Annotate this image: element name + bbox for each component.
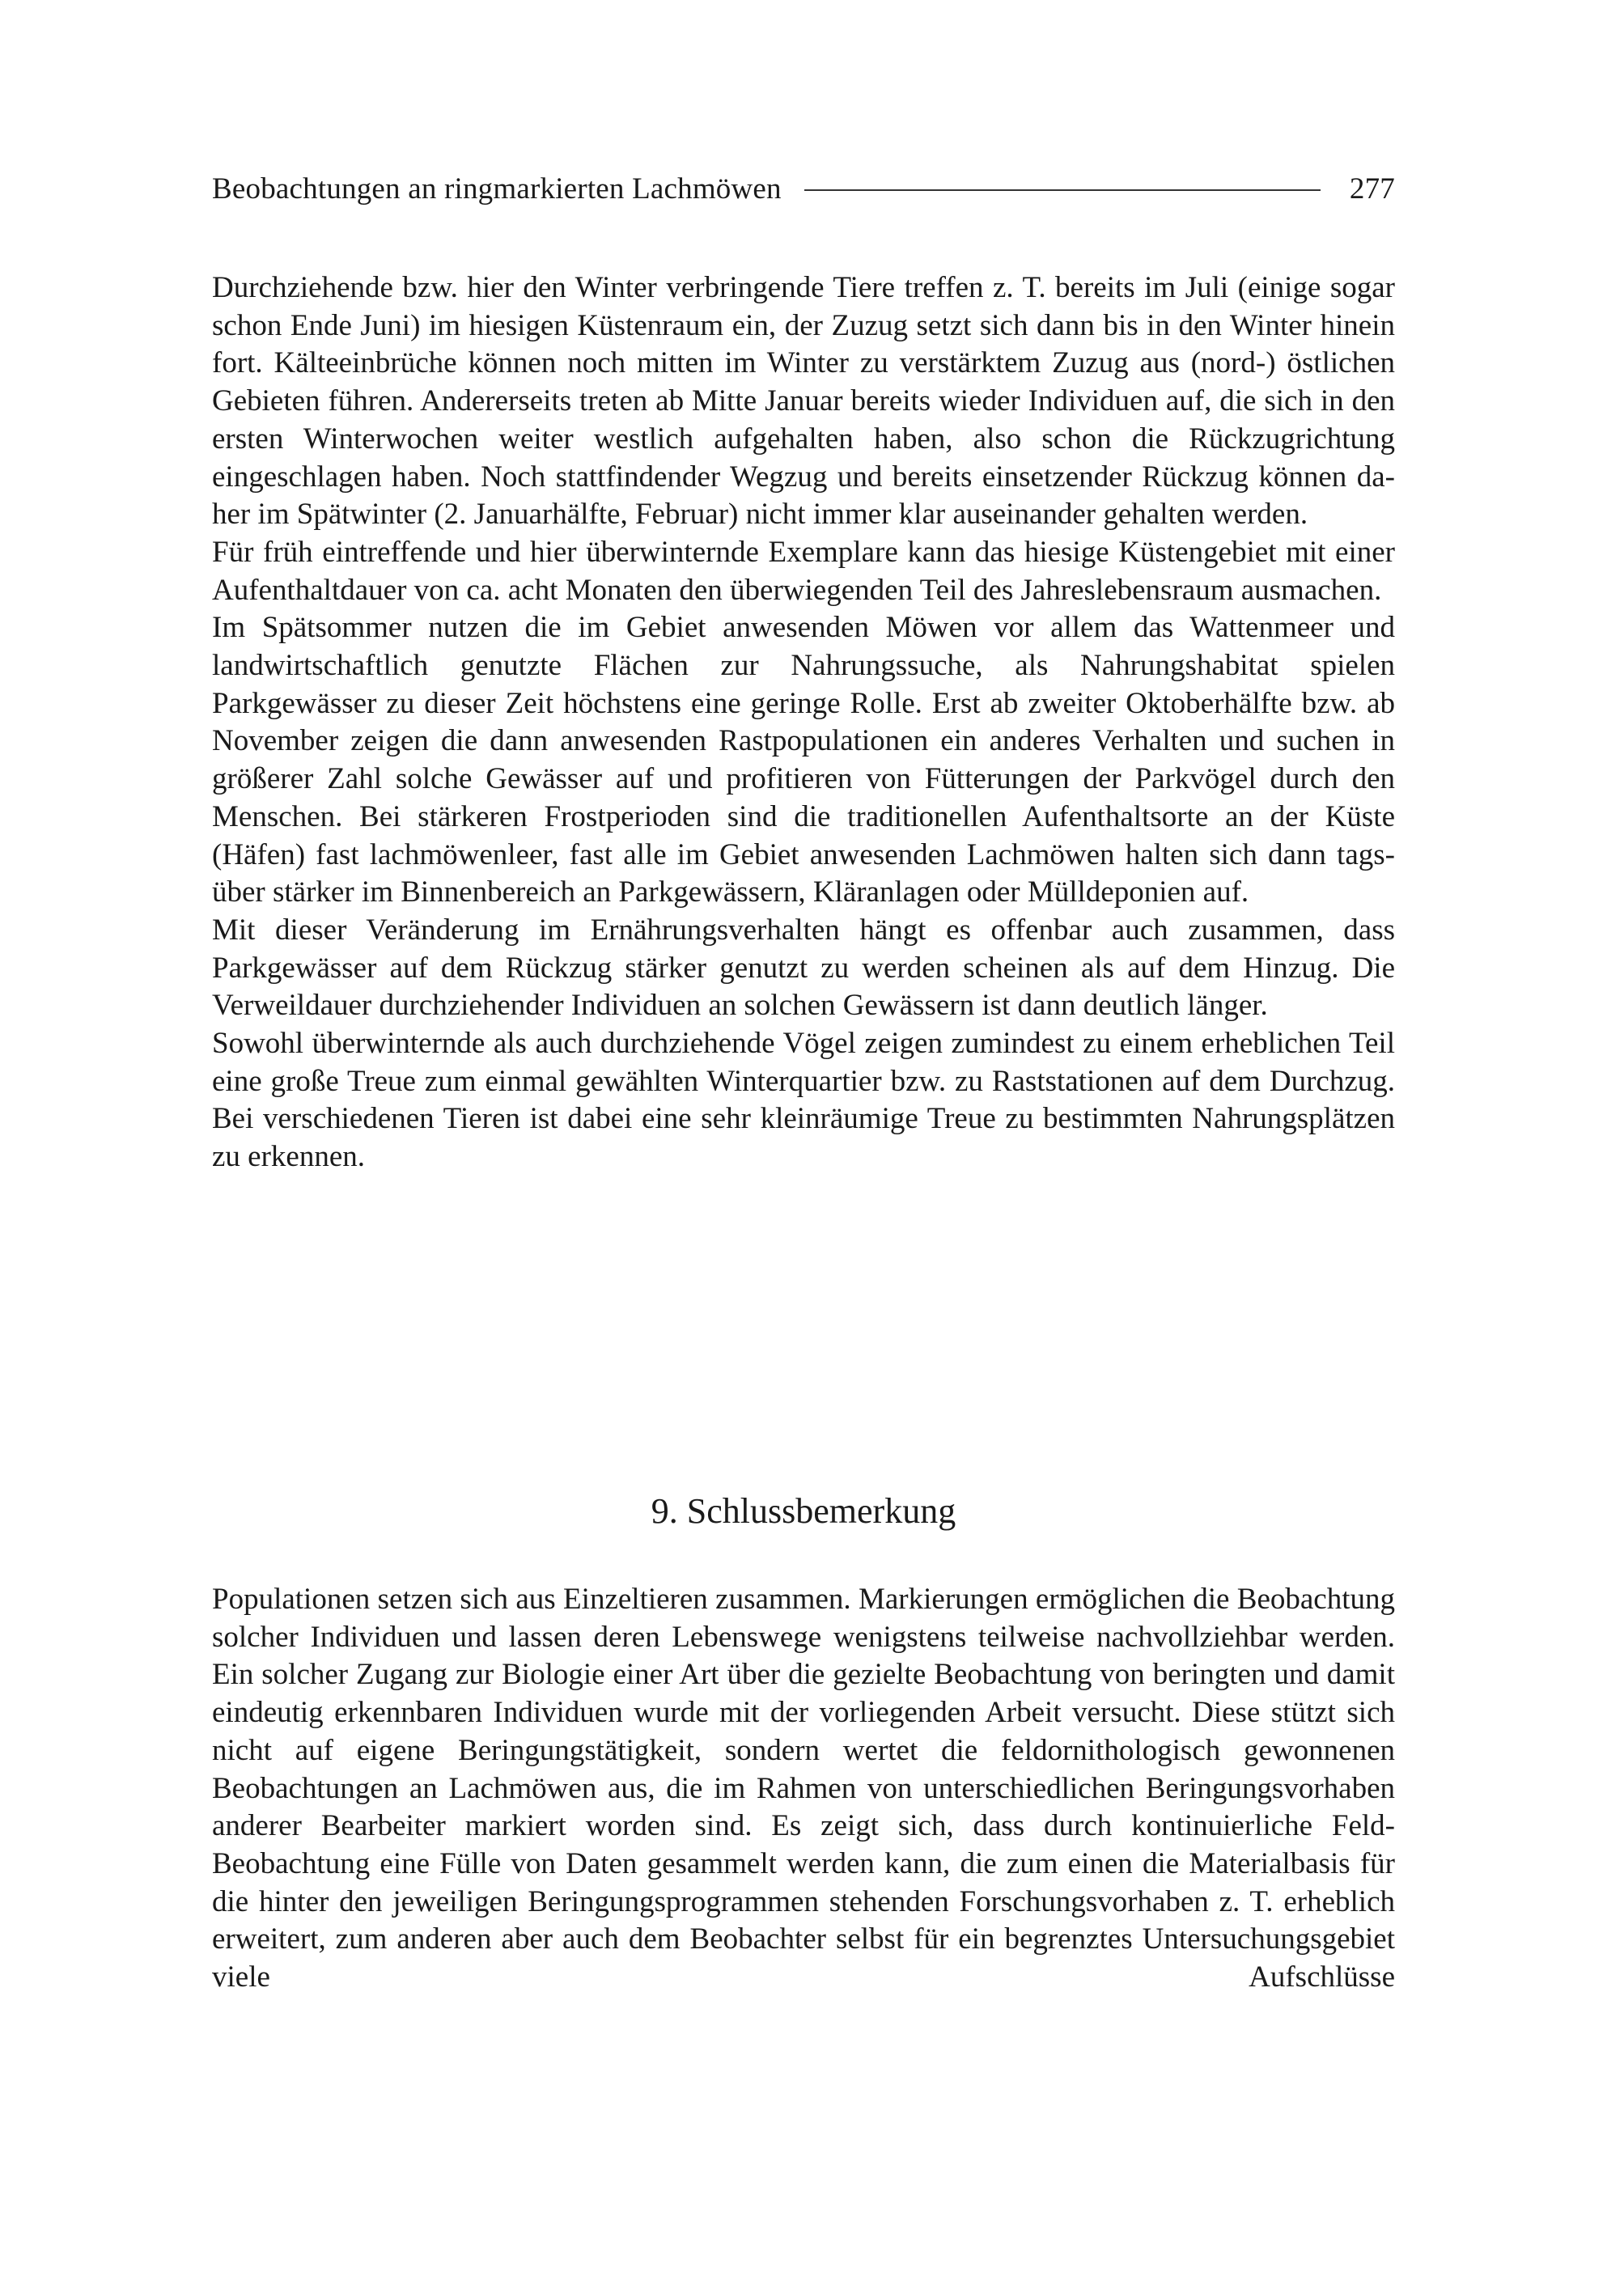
running-header: [212, 168, 1395, 209]
section-body: [212, 1581, 1395, 1997]
paragraph: Sowohl überwinternde als auch durchziehende Vögel zeigen zumindest zu einem erheblichen Teil eine große Treue zum einmal gewählten Winterquartier bzw. zu Raststationen auf dem Durchzug. Bei verschiedenen Tieren ist dabei eine sehr kleinräumige Treue zu bestimmten Nahrungsplätzen zu erkennen.: [212, 1027, 1395, 1174]
body-text: [212, 269, 1395, 1176]
section-heading: 9. Schlussbemerkung: [651, 1491, 956, 1531]
paragraph: Populationen setzen sich aus Einzeltieren zusammen. Markierungen ermöglichen die Beobachtung solcher Individuen und lassen deren Lebenswege wenigstens teilweise nachvollziehbar werden. Ein solcher Zugang zur Biologie einer Art über die gezielte Beobachtung von beringten und damit eindeutig erkennbaren Individuen wurde mit der vorliegenden Arbeit versucht. Diese stützt sich nicht auf eigene Beringungstätigkeit, sondern wertet die feldornithologisch gewonnenen Beobachtungen an Lachmöwen aus, die im Rahmen von unterschiedlichen Beringungsvorhaben anderer Bearbeiter markiert worden sind. Es zeigt sich, dass durch kontinuierliche Feld-Beobachtung eine Fülle von Daten gesammelt werden kann, die zum einen die Materialbasis für die hinter den jeweiligen Beringungsprogrammen stehenden Forschungsvorhaben z. T. erheblich erweitert, zum anderen aber auch dem Beobachter selbst für ein begrenztes Untersuchungsgebiet viele Aufschlüsse: [212, 1583, 1395, 1994]
paragraph: Im Spätsommer nutzen die im Gebiet anwesenden Möwen vor allem das Wattenmeer und landwirtschaftlich genutzte Flächen zur Nahrungssuche, als Nahrungshabitat spielen Parkgewässer zu dieser Zeit höchstens eine geringe Rolle. Erst ab zweiter Oktoberhälfte bzw. ab November zeigen die dann anwesenden Rastpopulationen ein anderes Verhalten und suchen in größerer Zahl solche Gewässer auf und profitieren von Fütterungen der Parkvögel durch den Menschen. Bei stärkeren Frostperioden sind die traditionellen Aufenthaltsorte an der Küste (Häfen) fast lachmöwenleer, fast alle im Gebiet anwesenden Lachmöwen halten sich dann tagsüber stärker im Binnenbereich an Parkgewässern, Kläranlagen oder Mülldeponien auf.: [212, 611, 1395, 909]
running-title: Beobachtungen an ringmarkierten Lachmöwen: [212, 172, 782, 206]
page-number: 277: [1349, 172, 1395, 206]
paragraph: Für früh eintreffende und hier überwinternde Exemplare kann das hiesige Küstengebiet mit einer Aufenthaltdauer von ca. acht Monaten den überwiegenden Teil des Jahreslebensraum ausmachen.: [212, 535, 1395, 607]
paragraph: Durchziehende bzw. hier den Winter verbringende Tiere treffen z. T. bereits im Juli (einige sogar schon Ende Juni) im hiesigen Küstenraum ein, der Zuzug setzt sich dann bis in den Winter hinein fort. Kälteeinbrüche können noch mitten im Winter zu verstärktem Zuzug aus (nord-) östlichen Gebieten führen. Andererseits treten ab Mitte Januar bereits wieder Individuen auf, die sich in den ersten Winterwochen weiter westlich aufgehalten haben, also schon die Rückzugrichtung eingeschlagen haben. Noch stattfindender Wegzug und bereits einsetzender Rückzug können daher im Spätwinter (2. Januarhälfte, Februar) nicht immer klar auseinander gehalten werden.: [212, 271, 1395, 532]
header-rule: [804, 189, 1321, 191]
paragraph: Mit dieser Veränderung im Ernährungsverhalten hängt es offenbar auch zusammen, dass Parkgewässer auf dem Rückzug stärker genutzt zu werden scheinen als auf dem Hinzug. Die Verweildauer durchziehender Individuen an solchen Gewässern ist dann deutlich länger.: [212, 913, 1395, 1023]
